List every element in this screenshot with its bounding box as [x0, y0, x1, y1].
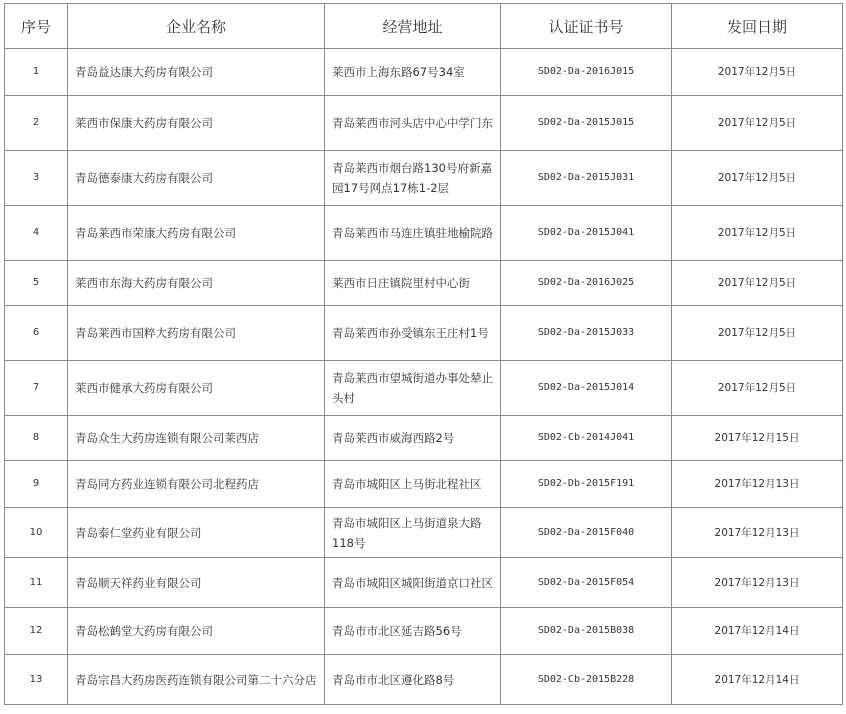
- serial-number-cell: 1: [5, 49, 68, 96]
- table-row: [5, 206, 843, 261]
- table-row: [5, 608, 843, 655]
- certificate-cell: SD02-Da-2015J015: [501, 96, 672, 151]
- serial-number-cell: 4: [5, 206, 68, 261]
- date-cell: 2017年12月13日: [672, 508, 843, 558]
- company-name-cell: 莱西市保康大药房有限公司: [68, 96, 325, 151]
- company-name-cell: 青岛宗昌大药房医药连锁有限公司第二十六分店: [68, 655, 325, 705]
- address-cell: 青岛莱西市孙受镇东王庄村1号: [325, 306, 501, 361]
- address-cell: 青岛莱西市威海西路2号: [325, 416, 501, 461]
- table-row: [5, 261, 843, 306]
- serial-number-cell: 12: [5, 608, 68, 655]
- date-cell: 2017年12月5日: [672, 261, 843, 306]
- company-name-cell: 青岛莱西市国粹大药房有限公司: [68, 306, 325, 361]
- address-cell: 青岛市市北区延吉路56号: [325, 608, 501, 655]
- address-cell: 青岛莱西市望城街道办事处辇止头村: [325, 361, 501, 416]
- certificate-cell: SD02-Da-2016J025: [501, 261, 672, 306]
- company-name-cell: 青岛众生大药房连锁有限公司莱西店: [68, 416, 325, 461]
- certificate-cell: SD02-Da-2015J041: [501, 206, 672, 261]
- address-cell: 莱西市日庄镇院里村中心街: [325, 261, 501, 306]
- date-cell: 2017年12月5日: [672, 361, 843, 416]
- serial-number-cell: 10: [5, 508, 68, 558]
- address-cell: 青岛莱西市河头店中心中学门东: [325, 96, 501, 151]
- certificate-cell: SD02-Da-2015J033: [501, 306, 672, 361]
- certificate-cell: SD02-Da-2016J015: [501, 49, 672, 96]
- certificate-cell: SD02-Cb-2014J041: [501, 416, 672, 461]
- table-row: [5, 306, 843, 361]
- address-cell: 青岛市市北区遵化路8号: [325, 655, 501, 705]
- certificate-cell: SD02-Da-2015J031: [501, 151, 672, 206]
- company-name-cell: 青岛松鹤堂大药房有限公司: [68, 608, 325, 655]
- company-name-cell: 青岛益达康大药房有限公司: [68, 49, 325, 96]
- address-cell: 青岛市城阳区上马街道泉大路118号: [325, 508, 501, 558]
- header-company-name: 企业名称: [68, 4, 325, 49]
- serial-number-cell: 11: [5, 558, 68, 608]
- address-cell: 青岛莱西市马连庄镇驻地榆院路: [325, 206, 501, 261]
- address-cell: 青岛莱西市烟台路130号府新嘉园17号网点17栋1-2层: [325, 151, 501, 206]
- date-cell: 2017年12月14日: [672, 608, 843, 655]
- table-header-row: [5, 4, 843, 49]
- company-name-cell: 莱西市健承大药房有限公司: [68, 361, 325, 416]
- certificate-cell: SD02-Da-2015F054: [501, 558, 672, 608]
- date-cell: 2017年12月14日: [672, 655, 843, 705]
- date-cell: 2017年12月5日: [672, 206, 843, 261]
- certificate-cell: SD02-Db-2015F191: [501, 461, 672, 508]
- date-cell: 2017年12月13日: [672, 461, 843, 508]
- table-row: [5, 508, 843, 558]
- table-body: [5, 49, 843, 705]
- table-row: [5, 96, 843, 151]
- address-cell: 青岛市城阳区城阳街道京口社区: [325, 558, 501, 608]
- company-name-cell: 青岛同方药业连锁有限公司北程药店: [68, 461, 325, 508]
- date-cell: 2017年12月5日: [672, 96, 843, 151]
- date-cell: 2017年12月5日: [672, 49, 843, 96]
- date-cell: 2017年12月5日: [672, 306, 843, 361]
- certificate-cell: SD02-Da-2015F040: [501, 508, 672, 558]
- serial-number-cell: 2: [5, 96, 68, 151]
- address-cell: 青岛市城阳区上马街北程社区: [325, 461, 501, 508]
- certificate-cell: SD02-Da-2015J014: [501, 361, 672, 416]
- date-cell: 2017年12月15日: [672, 416, 843, 461]
- certificate-cell: SD02-Cb-2015B228: [501, 655, 672, 705]
- header-business-address: 经营地址: [325, 4, 501, 49]
- table-row: [5, 461, 843, 508]
- table-row: [5, 49, 843, 96]
- company-name-cell: 青岛泰仁堂药业有限公司: [68, 508, 325, 558]
- serial-number-cell: 8: [5, 416, 68, 461]
- certificate-cell: SD02-Da-2015B038: [501, 608, 672, 655]
- company-name-cell: 莱西市东海大药房有限公司: [68, 261, 325, 306]
- company-name-cell: 青岛德泰康大药房有限公司: [68, 151, 325, 206]
- header-return-date: 发回日期: [672, 4, 843, 49]
- serial-number-cell: 7: [5, 361, 68, 416]
- table-row: [5, 361, 843, 416]
- table-row: [5, 151, 843, 206]
- header-serial-number: 序号: [5, 4, 68, 49]
- table-row: [5, 416, 843, 461]
- company-name-cell: 青岛莱西市荣康大药房有限公司: [68, 206, 325, 261]
- date-cell: 2017年12月5日: [672, 151, 843, 206]
- serial-number-cell: 9: [5, 461, 68, 508]
- pharmacy-certificate-table: [4, 3, 843, 705]
- company-name-cell: 青岛顺天祥药业有限公司: [68, 558, 325, 608]
- serial-number-cell: 6: [5, 306, 68, 361]
- date-cell: 2017年12月13日: [672, 558, 843, 608]
- table-row: [5, 655, 843, 705]
- serial-number-cell: 3: [5, 151, 68, 206]
- header-certificate-number: 认证证书号: [501, 4, 672, 49]
- serial-number-cell: 5: [5, 261, 68, 306]
- table-row: [5, 558, 843, 608]
- serial-number-cell: 13: [5, 655, 68, 705]
- address-cell: 莱西市上海东路67号34室: [325, 49, 501, 96]
